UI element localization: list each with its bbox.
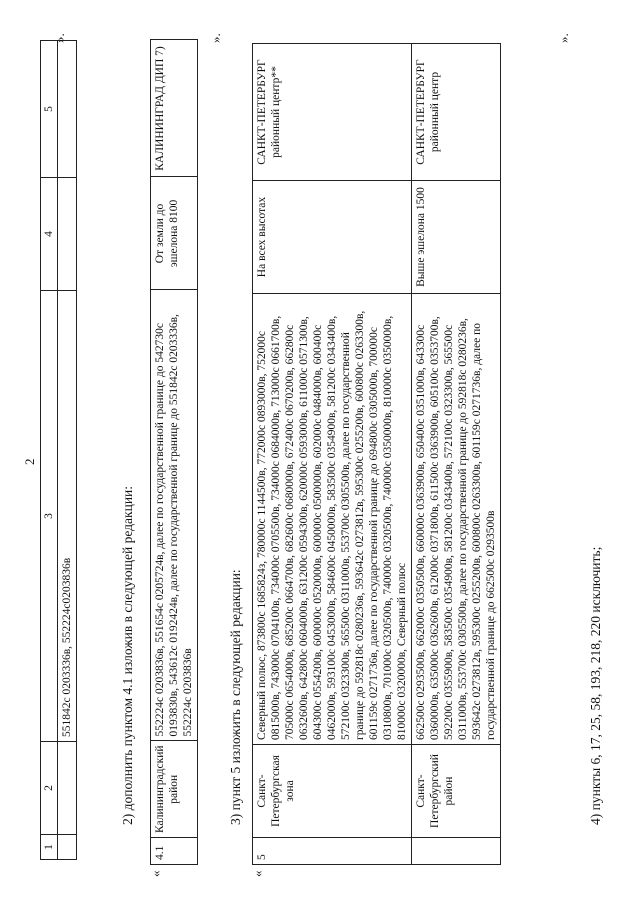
table-row — [151, 40, 198, 865]
header-row — [41, 41, 58, 860]
cell-name: Санкт-Петербургская зона — [253, 745, 412, 838]
item-3-text: 3) пункт 5 изложить в следующей редакции: — [228, 569, 243, 825]
closing-quote-2: ». — [208, 33, 223, 43]
cell-center — [58, 41, 77, 178]
cell-coords: 662500с 0293500в, 662000с 0350500в, 660000с 0363900в, 650400с 0351000в, 643300с 0360000в, 635000с 0362600в, 612000с 0371800в, 611500с 0363900в, 605100с 0353700в, 592200с 0355900в, 583500с 0354900в, 581200с 0343400в, 572100с 0323300в, 565500с 0311000в, 553700с 0305500в, далее по государственной границе до 592818с 0280236в, 593642с 0273812в, 595300с 0255200в, 600800с 0263300в, 601159с 0271736в, далее по государственной границе до 662500с 0293500в — [412, 294, 501, 745]
cell-height: От земли до эшелона 8100 — [151, 177, 198, 290]
item-3-table — [252, 43, 501, 865]
page-number: 2 — [22, 458, 37, 465]
header-cell-5: 5 — [41, 41, 58, 178]
table-row — [412, 44, 501, 865]
cell-num — [58, 835, 77, 860]
cell-num — [412, 838, 501, 865]
cell-coords: 551842с 0203336в, 552224с0203836в — [58, 291, 77, 742]
cell-height: На всех высотах — [253, 181, 412, 294]
item-4-text: 4) пункты 6, 17, 25, 58, 193, 218, 220 исключить; — [588, 546, 603, 825]
table-row — [253, 44, 412, 865]
cell-name: Санкт-Петербургский район — [412, 745, 501, 838]
cell-name — [58, 742, 77, 835]
opening-quote-3: « — [250, 870, 265, 877]
cell-center: САНКТ-ПЕТЕРБУРГ районный центр** — [253, 44, 412, 181]
item-2-table — [150, 39, 198, 865]
cell-num: 5 — [253, 838, 412, 865]
item-2-text: 2) дополнить пунктом 4.1 изложив в следующей редакции: — [120, 485, 135, 825]
table-row — [58, 41, 77, 860]
cell-coords: 552224с 0203836в, 551654с 0205724в, далее по государственной границе до 542730с 0193830в, 543612с 0192424в, далее по государственной границе до 551842с 0203336в, 552224с 0203836в — [151, 290, 198, 741]
cell-height: Выше эшелона 1500 — [412, 181, 501, 294]
header-cell-3: 3 — [41, 291, 58, 742]
cell-height — [58, 178, 77, 291]
header-cell-2: 2 — [41, 742, 58, 835]
closing-quote-1: ». — [52, 33, 67, 43]
cell-name: Калининградский район — [151, 741, 198, 838]
cell-coords: Северный полюс, 873800с 1685824з, 780000с 1144500в, 772000с 0893000в, 752000с 0815000в, 743000с 0704100в, 734000с 0705500в, 734000с 0684000в, 713000с 0661700в, 705000с 0654000в, 685200с 0664700в, 682600с 0680000в, 672400с 0670200в, 662800с 0632600в, 642800с 0604000в, 631200с 0594300в, 620000с 0593000в, 611000с 0571300в, 604300с 0554200в, 600000с 0520000в, 600000с 0500000в, 602000с 0484000в, 600400с 0462000в, 593100с 0453000в, 584600с 0450000в, 583500с 0354900в, 581200с 0343400в, 572100с 0323300в, 565500с 0311000в, 553700с 0305500в, далее по государственной границе до 592818с 0280236в, 593642с 0273812в, 595300с 0255200в, 600800с 0263300в, 601159с 0271736в, далее по государственной границе до 694800с 0305000в, 700000с 0310800в, 701000с 0320500в, 740000с 0320500в, 740000с 0350000в, 810000с 0350000в, 810000с 0320000в, Северный полюс — [253, 294, 412, 745]
header-cell-1: 1 — [41, 835, 58, 860]
cell-center: САНКТ-ПЕТЕРБУРГ районный центр — [412, 44, 501, 181]
closing-quote-3: ». — [556, 33, 571, 43]
cell-center: КАЛИНИНГРАД ДИП 7) — [151, 40, 198, 177]
opening-quote-2: « — [148, 870, 163, 877]
header-cell-4: 4 — [41, 178, 58, 291]
previous-table — [40, 40, 77, 860]
cell-num: 4.1 — [151, 838, 198, 865]
